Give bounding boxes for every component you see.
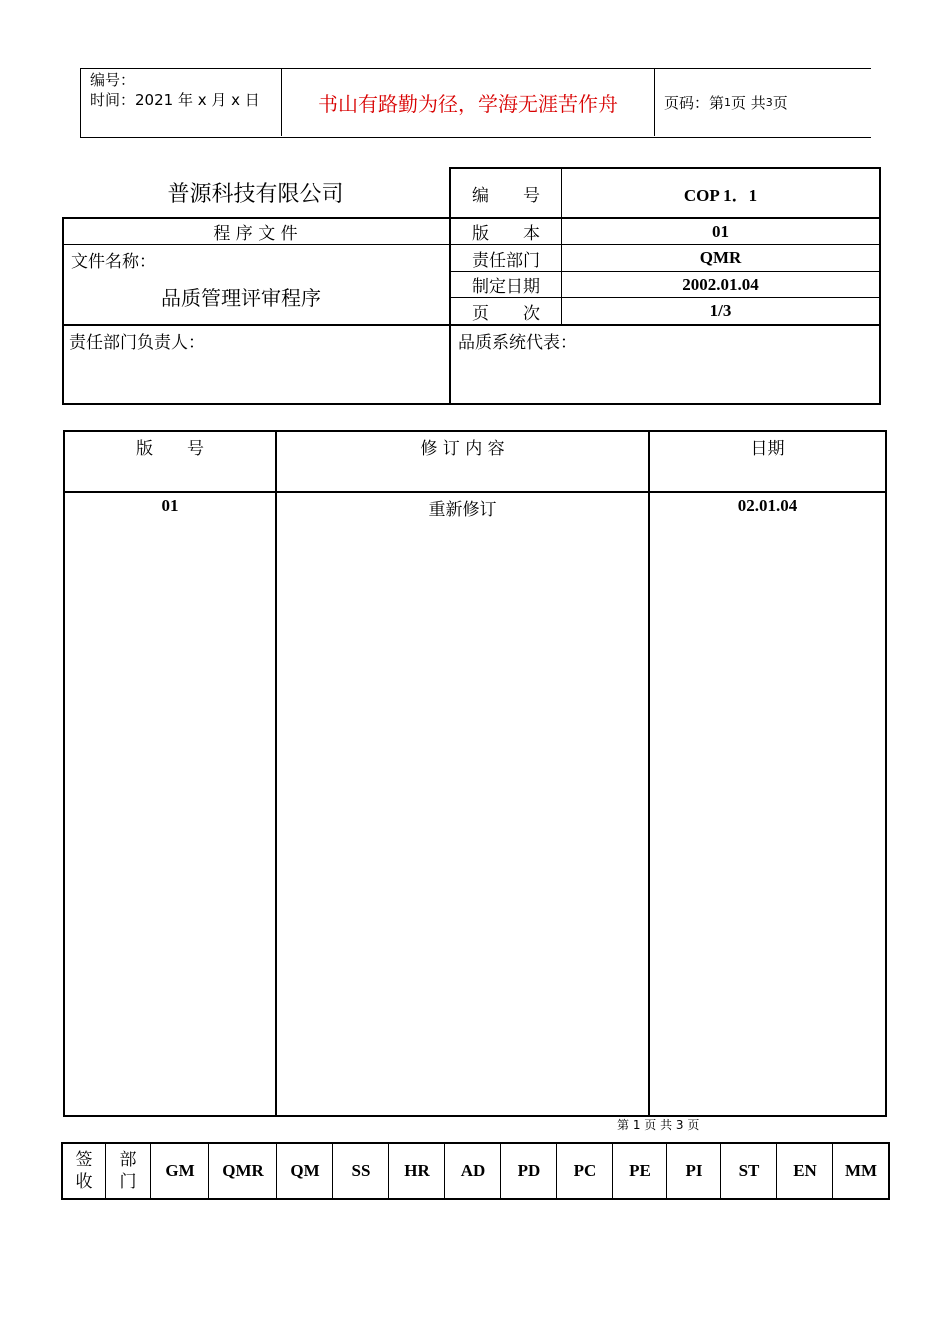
- value-date: 2002.01.04: [682, 274, 759, 294]
- page-mid: 页 共: [731, 93, 766, 112]
- dept-head-label: 责任部门负责人：: [69, 333, 205, 353]
- sign-divider: [888, 1142, 890, 1200]
- sign-dept-ad: AD: [460, 1161, 486, 1180]
- header-content: 修 订 内 容: [420, 439, 505, 459]
- revision-content: 重新修订: [428, 500, 497, 520]
- label-version: 版 本: [472, 224, 540, 244]
- file-name-label: 文件名称：: [71, 252, 156, 272]
- sign-dept-gm: GM: [165, 1161, 195, 1180]
- document-info-table: [62, 167, 881, 405]
- page-total: 3: [765, 95, 773, 109]
- sign-dept-pc: PC: [573, 1161, 597, 1180]
- footer-page-number: 第 1 页 共 3 页: [617, 1118, 700, 1132]
- quality-rep-label: 品质系统代表：: [458, 333, 577, 353]
- label-date: 制定日期: [472, 277, 540, 297]
- revision-date: 02.01.04: [737, 496, 798, 515]
- revision-table: [63, 430, 887, 1117]
- sign-dept-qmr: QMR: [222, 1161, 264, 1180]
- sign-dept-pd: PD: [517, 1161, 541, 1180]
- header-date: 日期: [750, 439, 785, 459]
- header-meta: [90, 70, 260, 110]
- sign-dept-pe: PE: [629, 1161, 651, 1180]
- sign-dept-st: ST: [738, 1161, 760, 1180]
- sign-dept-qm: QM: [290, 1161, 320, 1180]
- header-page-info: [664, 68, 788, 136]
- label-pages: 页 次: [472, 303, 540, 324]
- page-end: 页: [772, 93, 788, 112]
- sign-dept-mm: MM: [844, 1161, 878, 1180]
- header-version: 版 号: [136, 439, 204, 459]
- dept-label: 部门: [119, 1150, 137, 1192]
- value-pages: 1/3: [709, 301, 732, 320]
- sign-label: 签收: [75, 1150, 93, 1192]
- value-dept: QMR: [699, 248, 742, 267]
- page-current: 1: [724, 95, 732, 109]
- header-number-label: 编号：: [90, 71, 136, 89]
- value-version: 01: [712, 221, 729, 241]
- sign-dept-hr: HR: [404, 1161, 430, 1180]
- revision-version: 01: [161, 496, 179, 515]
- sign-dept-en: EN: [793, 1161, 817, 1180]
- sign-dept-pi: PI: [685, 1161, 703, 1180]
- company-name: 普源科技有限公司: [167, 181, 344, 207]
- sign-table: [61, 1142, 890, 1200]
- file-name: 品质管理评审程序: [161, 286, 321, 310]
- page-label: 页码：第: [664, 93, 725, 112]
- header-time: 时间：2021 年 x 月 x 日: [90, 91, 260, 109]
- header-motto: 书山有路勤为径，学海无涯苦作舟: [318, 91, 618, 116]
- label-number: 编 号: [472, 185, 540, 206]
- label-dept: 责任部门: [472, 250, 540, 271]
- value-number: COP 1．1: [683, 185, 758, 205]
- sign-dept-ss: SS: [351, 1161, 371, 1180]
- header-divider: [654, 68, 655, 136]
- doc-type: 程 序 文 件: [213, 224, 298, 244]
